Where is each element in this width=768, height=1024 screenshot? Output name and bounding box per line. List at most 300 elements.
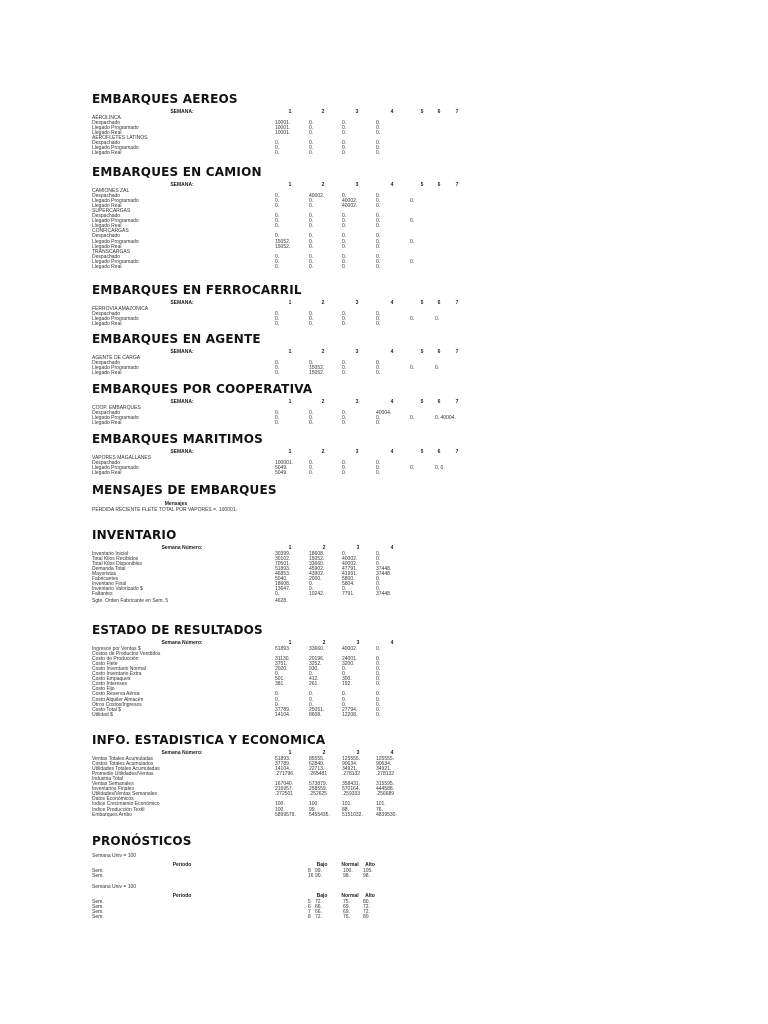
row-label: Costo Alquiler Almacén [92,696,144,703]
cell-value: 51893. [275,755,291,762]
forecast-column-header: Normal [341,893,359,899]
cell-value: 0. [309,145,314,152]
cell-value: 0. [376,119,381,126]
section-title: INFO. ESTADISTICA Y ECONOMICA [92,733,326,747]
cell-value: 0. [275,671,280,677]
cell-value: 0. [376,233,381,240]
row-label: Llegado Real [92,223,122,230]
cell-value: 98. [343,872,350,879]
cell-value: 0. [342,459,347,466]
cell-value: 0. [342,671,347,677]
week-column-header: 4 [390,640,394,646]
week-header-label: SEMANA: [170,349,194,355]
cell-value: 0. [435,315,440,322]
cell-value: 2020. [275,665,288,672]
cell-value: 90634. [342,760,358,767]
cell-value: 0. [376,691,381,698]
row-label: Llegado Real [92,419,122,426]
week-column-header: 6 [437,109,441,115]
cell-value: 85555. [309,755,325,762]
row-label: Despachado [92,459,121,466]
cell-value: 0. [342,320,347,327]
row-label: Llegado Real [92,369,122,376]
row-label: Indice Producción Textil [92,806,145,813]
cell-value: 0. [342,369,347,376]
cell-value: 0. [376,419,381,426]
cell-value: 7791. [342,591,355,598]
cell-value: 100. [275,801,285,808]
week-column-header: 5 [420,300,424,306]
cell-value: 0. [342,701,347,708]
cell-value: 0. [309,140,314,146]
cell-value: 0. [376,576,381,582]
cell-value: 0. [342,414,347,421]
cell-value: 99. [315,867,322,874]
row-label: Demanda Total [92,565,126,572]
cell-value: 5049. [275,464,288,471]
cell-value: 20196. [309,655,325,662]
cell-value: 0. [342,192,347,199]
cell-value: 0. [275,192,280,199]
cell-value: 14104. [275,711,291,718]
week-header-label: Semana Número: [161,750,203,756]
row-label: Costos de Productos Vendidos [92,650,161,657]
row-label: Costo Empaques [92,676,131,683]
week-header-label: SEMANA: [170,182,194,188]
cell-value: 0. [376,645,381,652]
week-column-header: 3 [355,300,359,306]
cell-value: 101. [342,801,352,808]
message-text: PERDIDA RECIENTE FLETE TOTAL POR VAPORES =. 100001. [92,507,237,513]
row-label: Inventario Inicial [92,550,129,557]
cell-value: 0. [309,119,314,126]
row-label: Despachado [92,359,121,366]
cell-value: 90. [315,872,322,879]
cell-value: 3252. [309,660,322,667]
forecast-column-header: Alto [365,862,375,868]
week-column-header: 7 [455,300,459,306]
row-label: Utilidades Totales Acumuladas [92,765,160,772]
row-label: Costo Intereses [92,681,128,688]
week-header-label: Semana Número: [161,640,203,646]
row-label: Sem. [92,908,104,915]
week-column-header: 3 [355,349,359,355]
cell-value: 51893. [275,645,291,652]
cell-value: 0. [309,150,314,157]
week-column-header: 1 [288,300,292,306]
cell-value: 76. [376,806,383,813]
week-column-header: 7 [455,399,459,405]
cell-value: 0. [410,464,415,471]
week-column-header: 4 [390,449,394,455]
row-label: Utilidad $ [92,711,113,718]
week-header-label: Semana Número: [161,545,203,551]
cell-value: 261. [309,681,319,688]
week-column-header: 2 [321,399,325,405]
forecast-column-header: Bajo [316,862,328,868]
row-label: CONFICARGAS [92,228,129,235]
cell-value: 41991. [342,570,358,577]
cell-value: 0. [342,696,347,703]
cell-value: 0. [376,264,381,270]
row-label: Llegado Real [92,243,122,250]
cell-value: 14104. [275,765,291,772]
week-column-header: 6 [437,349,441,355]
cell-value: 3200. [342,660,355,667]
row-label: Llegado Real [92,469,122,476]
week-column-header: 2 [321,182,325,188]
cell-value: 45902. [309,565,325,572]
row-label: AEROFLETES LATINOS [92,134,148,141]
section-title: PRONÓSTICOS [92,834,192,848]
cell-value: 0. 0. [435,464,445,471]
cell-value: 0. [376,369,381,376]
row-label: Llegado Real [92,320,122,327]
row-label: Llegado Programado [92,197,139,204]
cell-value: 18608. [309,550,325,557]
row-label: Sem. [92,898,104,905]
cell-value: .278132 [376,770,395,777]
cell-value: 0. [410,218,415,225]
week-column-header: 4 [390,399,394,405]
cell-value: .259333 [342,791,361,798]
cell-value: 0. [275,591,280,598]
cell-value: 5151032. [342,811,363,818]
week-column-header: 5 [420,182,424,188]
row-label: Ventas Totales Acumuladas [92,755,154,762]
row-label: Inventario Final [92,581,127,588]
row-label: Despachado [92,253,121,260]
cell-value: 0. [275,414,280,421]
cell-value: 99. [309,806,316,813]
cell-value: 15052. [309,364,325,371]
cell-value: 0. [376,364,381,371]
cell-value: 90634. [376,760,392,767]
cell-value: 100. [275,806,285,813]
week-column-header: 2 [321,109,325,115]
cell-value: 0. [376,696,381,703]
messages-label: Mensajes [164,501,188,507]
cell-value: 25051. [309,706,325,713]
cell-value: 0. [376,315,381,322]
row-label: Fabricantes [92,576,119,582]
next-order-value: 4628. [275,598,288,605]
week-header-label: SEMANA: [170,109,194,115]
section-title: ESTADO DE RESULTADOS [92,623,263,637]
cell-value: 0. [376,238,381,245]
row-label: Despachado [92,119,121,126]
row-label: Llegado Programado [92,364,139,371]
cell-value: 0. [376,243,381,250]
cell-value: 37448. [376,565,392,572]
cell-value: 0. [376,253,381,260]
cell-value: 0. [309,202,314,209]
row-label: Sem. [92,913,104,920]
cell-value: 0. [309,691,314,698]
row-label: Ventas Semanales [92,781,134,787]
cell-value: 0. [376,581,381,588]
cell-value: 216957. [275,786,294,793]
cell-value: 0. [309,129,314,136]
row-label: Despachado [92,192,121,199]
cell-value: 3751. [275,660,288,667]
cell-value: 37789. [275,760,291,767]
week-header-label: SEMANA: [170,300,194,306]
cell-value: 0. [342,129,347,136]
cell-value: 0. [309,243,314,250]
cell-value: 40002. [342,645,358,652]
cell-value: 0. [376,671,381,677]
cell-value: 2000. [309,576,322,582]
cell-value: 0. [309,586,314,593]
cell-value: 0. [342,315,347,322]
cell-value: 0. [376,192,381,199]
row-label: Llegado Programado [92,124,139,131]
cell-value: 125555. [376,755,395,762]
cell-value: 37789. [275,706,291,713]
row-label: Costo Fijo [92,686,115,693]
cell-value: 69. [343,908,350,915]
cell-value: 0. [342,124,347,131]
cell-value: 24001. [342,655,358,662]
row-label: Llegado Programado [92,414,139,421]
cell-value: 0. [275,197,280,204]
section-title: EMBARQUES EN AGENTE [92,332,261,346]
cell-value: 0. [376,711,381,718]
row-label: CAMIONES ZAL [92,187,130,194]
cell-value: 0. [309,320,314,327]
cell-value: 0. [275,369,280,376]
forecast-column-header: Alto [365,893,375,899]
cell-value: 0. [309,233,314,240]
cell-value: .271796 [275,770,294,777]
row-label: Utilidades/Ventas Semanales [92,791,158,798]
cell-value: 0. [275,264,280,270]
cell-value: 0. [376,586,381,593]
cell-value: 33660. [309,560,325,567]
row-label: Llegado Programado [92,238,139,245]
cell-value: 75. [343,898,350,905]
cell-value: 0. [309,264,314,270]
cell-value: 0. [376,469,381,476]
cell-value: 0. [309,469,314,476]
cell-value: 0. [309,213,314,219]
cell-value: 31130. [275,655,290,662]
cell-value: 0. [376,223,381,230]
cell-value: 37448. [376,591,392,598]
cell-value: 0. [342,145,347,152]
cell-value: 125555. [342,755,361,762]
cell-value: 501. [275,676,285,683]
week-column-header: 2 [321,300,325,306]
cell-value: 0. [275,310,280,317]
week-column-header: 4 [390,349,394,355]
cell-value: 0. 40004. [435,414,456,421]
week-column-header: 1 [288,545,292,551]
cell-value: 10001. [275,129,291,136]
cell-value: 43902. [309,570,325,577]
row-label: AGENTE DE CARGA [92,354,141,361]
week-column-header: 1 [288,750,292,756]
cell-value: 0. [309,258,314,265]
cell-value: 40004. [376,409,392,416]
week-column-header: 3 [355,399,359,405]
cell-value: 10242. [309,591,325,598]
cell-value: 5800. [342,576,355,582]
row-label: Despachado [92,233,121,240]
cell-value: 0. [376,213,381,219]
row-label: Llegado Programado [92,464,139,471]
row-label: Costo Reserva Aérea [92,691,140,698]
cell-value: 30399. [275,550,291,557]
week-column-header: 2 [322,545,326,551]
cell-value: 0. [342,218,347,225]
cell-value: 100. [309,801,319,808]
cell-value: 0. [342,258,347,265]
cell-value: 5049. [275,469,288,476]
cell-value: 0. [410,258,415,265]
row-label: Llegado Programado [92,315,139,322]
cell-value: 0. [342,310,347,317]
cell-value: 0. [342,464,347,471]
cell-value: 0. [342,213,347,219]
cell-value: 0. [376,202,381,209]
cell-value: 0. [376,320,381,327]
cell-value: 46853. [275,570,291,577]
cell-value: 0. [376,150,381,157]
cell-value: 105. [363,867,373,874]
week-column-header: 5 [420,349,424,355]
cell-value: 0. [410,197,415,204]
period-value: 16 [308,872,314,879]
cell-value: 66. [315,908,322,915]
cell-value: 0. [275,315,280,322]
week-column-header: 1 [288,349,292,355]
week-column-header: 3 [356,750,360,756]
row-label: Llegado Real [92,264,122,270]
week-column-header: 7 [455,349,459,355]
cell-value: 0. [275,150,280,157]
period-value: 7 [308,908,311,915]
cell-value: 40002. [342,560,358,567]
week-column-header: 2 [322,750,326,756]
cell-value: 0. [309,124,314,131]
forecast-subtitle: Semana Univ = 100 [92,853,137,859]
cell-value: 444588. [376,786,395,793]
period-value: 6 [308,903,311,910]
cell-value: 0. [342,264,347,270]
cell-value: 0. [342,359,347,366]
cell-value: 0. [410,414,415,421]
cell-value: 37448. [376,570,392,577]
cell-value: 0. [309,359,314,366]
cell-value: 381. [275,681,285,688]
cell-value: 0. [309,581,314,588]
row-label: Sem. [92,867,104,874]
cell-value: 412. [309,676,319,683]
row-label: Despachado [92,140,121,146]
cell-value: 80. [363,913,370,920]
cell-value: 0. [376,706,381,713]
cell-value: 0. [309,197,314,204]
cell-value: 0. [275,696,280,703]
cell-value: 30102. [275,555,291,562]
cell-value: 0. [376,129,381,136]
cell-value: 930. [309,665,319,672]
cell-value: 15052. [309,369,325,376]
cell-value: 0. [309,696,314,703]
cell-value: 0. [376,555,381,562]
cell-value: 72. [363,903,370,910]
cell-value: 100001. [275,459,294,466]
cell-value: 8608. [309,711,322,718]
week-column-header: 5 [420,399,424,405]
cell-value: 0. [275,409,280,416]
cell-value: 0. [342,665,347,672]
section-title: MENSAJES DE EMBARQUES [92,483,277,497]
cell-value: 0. [309,218,314,225]
cell-value: 0. [342,233,347,240]
cell-value: 0. [410,238,415,245]
row-label: Total Kilos Recibidos [92,555,139,562]
period-header: Período [172,862,192,868]
forecast-subtitle: Semana Univ = 100 [92,884,137,890]
cell-value: 40002. [309,192,325,199]
cell-value: 0. [376,359,381,366]
cell-value: 0. [342,238,347,245]
cell-value: 300. [342,676,352,683]
cell-value: 15052. [275,238,291,245]
row-label: Indice Crecimiento Económico [92,801,160,808]
cell-value: 0. [309,414,314,421]
week-column-header: 3 [355,182,359,188]
week-column-header: 3 [355,449,359,455]
row-label: FERROVIA AMAZONICA [92,305,149,312]
week-header-label: SEMANA: [170,449,194,455]
cell-value: 0. [376,464,381,471]
cell-value: 0. [376,197,381,204]
cell-value: 5455435. [309,811,330,818]
cell-value: 0. [342,409,347,416]
cell-value: 0. [309,701,314,708]
week-column-header: 1 [288,449,292,455]
row-label: Llegado Programado [92,145,139,152]
cell-value: 12208. [342,711,358,718]
week-column-header: 1 [288,109,292,115]
cell-value: 0. [376,550,381,557]
cell-value: 5899579. [275,811,296,818]
cell-value: 100. [343,867,353,874]
cell-value: 88. [342,806,349,813]
row-label: Costo Inventario Normal [92,665,146,672]
cell-value: 192. [342,681,352,688]
cell-value: 315595. [376,781,395,787]
cell-value: .256689 [376,791,395,798]
cell-value: 0. [342,550,347,557]
week-column-header: 2 [321,349,325,355]
row-label: Llegado Real [92,202,122,209]
cell-value: 72. [315,913,322,920]
cell-value: 66. [315,903,322,910]
cell-value: 0. [309,238,314,245]
week-column-header: 4 [390,109,394,115]
cell-value: 5804. [342,581,355,588]
cell-value: 72. [315,898,322,905]
week-column-header: 6 [437,449,441,455]
cell-value: 15052. [309,555,325,562]
row-label: Despachado [92,409,121,416]
cell-value: 0. [275,701,280,708]
